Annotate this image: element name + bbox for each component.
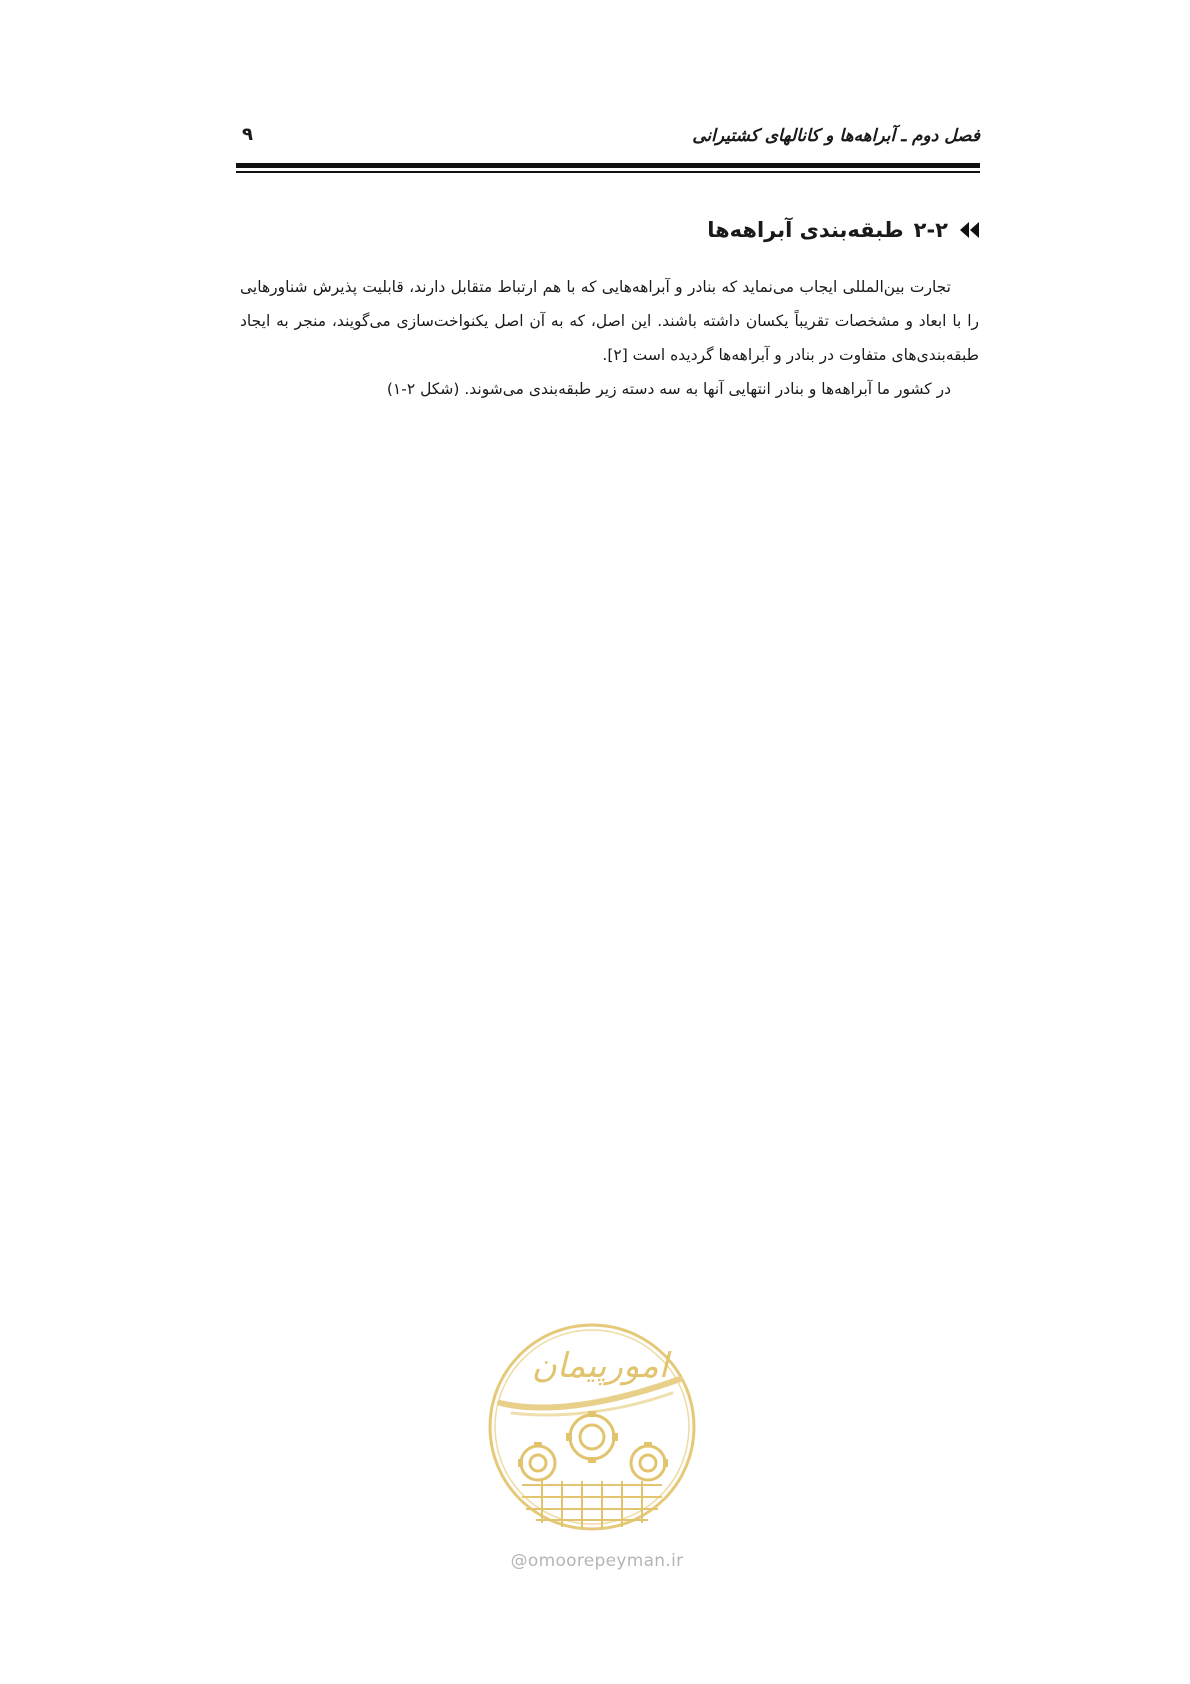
paragraph: تجارت بین‌المللی ایجاب می‌نماید که بنادر و آبراهه‌هایی که با هم ارتباط متقابل دارند، قابلیت پذیرش شناورهایی را با ابعاد و مشخصات تقریباً یکسان داشته باشند. این اصل، که به آن اصل یکنواخت‌سازی می‌گویند، منجر به ایجاد طبقه‌بندی‌های متفاوت در بنادر و آبراهه‌ها گردیده است [۲]. xyxy=(240,278,979,364)
watermark-logo xyxy=(482,1315,712,1545)
section-heading xyxy=(707,218,980,242)
body-text xyxy=(240,270,979,406)
watermark-caption: @omoorepeyman.ir xyxy=(510,1551,684,1571)
header-rule-thin xyxy=(236,171,980,173)
running-header xyxy=(236,122,980,150)
header-rule-thick xyxy=(236,163,980,168)
watermark xyxy=(482,1315,712,1585)
double-left-arrow-icon xyxy=(958,222,980,238)
section-title: طبقه‌بندی آبراهه‌ها xyxy=(707,218,904,242)
section-number: ۲-۲ xyxy=(913,218,948,242)
page-number: ۹ xyxy=(242,124,253,145)
paragraph: در کشور ما آبراهه‌ها و بنادر انتهایی آنها به سه دسته زیر طبقه‌بندی می‌شوند. (شکل ۲-۱) xyxy=(386,380,951,398)
chapter-title: فصل دوم ـ آبراهه‌ها و کانالهای کشتیرانی xyxy=(692,126,980,146)
svg-text:امورپیمان: امورپیمان xyxy=(531,1346,669,1386)
